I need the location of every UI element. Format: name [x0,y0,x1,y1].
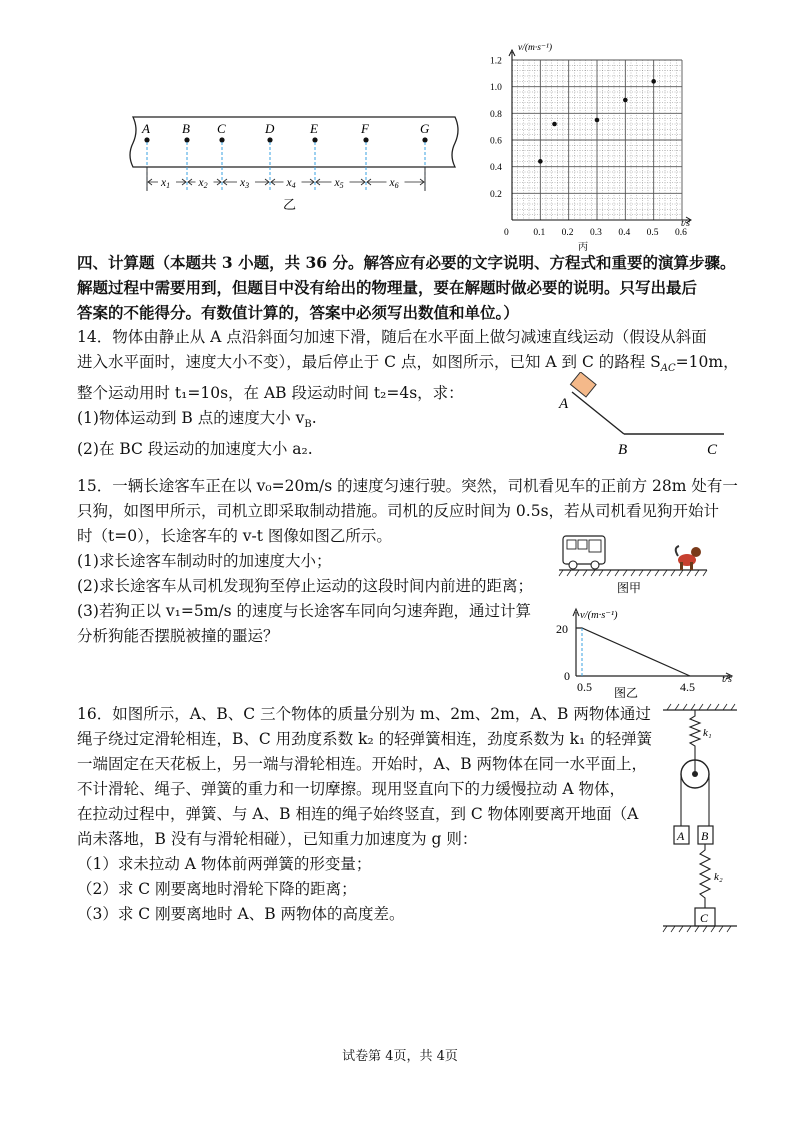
q15-line-7: 分析狗能否摆脱被撞的噩运？ [77,627,279,645]
plot-ylabel: v/(m·s⁻¹) [518,43,552,53]
bus-dog-figure [555,524,715,596]
pulley-spring-figure [655,702,745,942]
tape-point-label: C [217,121,226,136]
segment-label: x1 [161,177,171,190]
section-heading-line-1: 四、计算题（本题共 3 小题，共 36 分。解答应有必要的文字说明、方程式和重要的演算步骤。 [77,253,736,272]
page-footer: 试卷第 4页，共 4页 [342,1049,458,1064]
q16-line-2: 绳子绕过定滑轮相连，B、C 用劲度系数 k₂ 的轻弹簧相连，劲度系数为 k₁ 的轻弹簧 [77,730,653,748]
segment-label: x5 [334,177,344,190]
tape-dot [267,137,272,142]
q15-line-3: 时（t=0），长途客车的 v-t 图像如图乙所示。 [77,527,392,545]
tape-point-label: A [142,121,150,136]
label-b: B [701,829,709,843]
x-tick-label: 0.1 [533,228,546,238]
q16-line-8: （2）求 C 刚要离地时滑轮下降的距离； [77,880,357,898]
vt-scatter-plot [488,38,700,253]
plot-caption: 丙 [578,242,588,253]
q15-line-2: 只狗，如图甲所示，司机立即采取制动措施。司机的反应时间为 0.5s，若从司机看见狗开始计 [77,502,720,520]
q14-line-5: (2)在 BC 段运动的加速度大小 a₂. [77,440,313,459]
data-point [552,122,557,127]
q14-line-4: (1)物体运动到 B 点的速度大小 $v_B$. [77,409,317,431]
spring-k2 [700,844,710,908]
segment-label: x6 [389,177,399,190]
data-point [538,159,543,164]
label-c: C [700,911,709,925]
tape-dot [219,137,224,142]
dog-icon [676,546,701,570]
q14-line-1: 14．物体由静止从 A 点沿斜面匀加速下滑，随后在水平面上做匀减速直线运动（假设从斜面 [77,328,707,346]
tape-dot [184,137,189,142]
section-heading-line-2: 解题过程中需要用到，但题目中没有给出的物理量，要在解题时做必要的说明。只写出最后 [77,278,698,297]
segment-label: x4 [286,177,296,190]
data-point [651,79,656,84]
tape-point-label: E [310,121,318,136]
q15-line-6: (3)若狗正以 v₁=5m/s 的速度与长途客车同向匀速奔跑，通过计算 [77,602,532,620]
tape-point-label: F [361,121,369,136]
vt-graph-y-value: 20 [556,622,568,636]
section-heading-line-3: 答案的不能得分。有数值计算的，答案中必须写出数值和单位。） [77,303,519,322]
fig-b-caption: 图乙 [614,686,639,698]
bus-vt-graph [550,604,740,698]
fig-a-caption: 图甲 [617,581,642,595]
label-k2: k₂ [714,871,723,883]
y-tick-label: 1.2 [490,56,502,67]
data-point [623,98,628,103]
label-k1: k₁ [703,727,712,739]
tape-dot [144,137,149,142]
q14-line-3: 整个运动用时 t₁=10s，在 AB 段运动时间 t₂=4s，求： [77,384,464,403]
q16-line-5: 在拉动过程中，弹簧、与 A、B 相连的绳子始终竖直，到 C 物体刚要离开地面（A [77,805,639,823]
tape-point-label: D [265,121,275,136]
bus-velocity-line [576,628,690,676]
incline-figure [552,372,732,460]
q15-line-4: (1)求长途客车制动时的加速度大小； [77,552,332,570]
plot-xlabel: t/s [681,219,690,229]
tape-point-label: B [182,121,190,136]
x-tick-label: 0.6 [675,228,687,238]
data-point [595,118,600,123]
y-tick-label: 0.6 [490,136,502,147]
q16-line-9: （3）求 C 刚要离地时 A、B 两物体的高度差。 [77,905,405,923]
q16-line-4: 不计滑轮、绳子、弹簧的重力和一切摩擦。现用竖直向下的力缓慢拉动 A 物体， [77,780,626,798]
vt-graph-t2: 4.5 [680,680,695,694]
q15-line-1: 15．一辆长途客车正在以 v₀=20m/s 的速度匀速行驶。突然，司机看见车的正前方 28m 处有一 [77,477,738,495]
x-tick-label: 0.4 [618,228,631,238]
q16-line-6: 尚未落地，B 没有与滑轮相碰），已知重力加速度为 g 则： [77,830,478,848]
segment-label: x3 [240,177,250,190]
vt-graph-xlabel: t/s [722,674,732,685]
y-tick-label: 0.2 [490,189,502,200]
q14-line-2: 进入水平面时，速度大小不变），最后停止于 C 点，如图所示，已知 A 到 C 的路程 $S_{AC}=10m$， [77,353,739,375]
tape-dot [312,137,317,142]
tape-caption: 乙 [283,197,297,212]
incline-label-a: A [559,396,569,412]
x-tick-label: 0.3 [590,228,602,238]
incline-label-b: B [618,442,628,458]
bus-icon [563,536,605,569]
tape-figure [125,105,465,215]
tape-dot [422,137,427,142]
vt-graph-origin: 0 [564,669,570,683]
q16-line-7: （1）求未拉动 A 物体前两弹簧的形变量； [77,855,372,873]
spring-k1 [690,710,700,754]
x-tick-label: 0.2 [561,228,574,238]
vt-graph-t1: 0.5 [577,680,592,694]
plot-origin: 0 [504,228,509,238]
q16-line-3: 一端固定在天花板上，另一端与滑轮相连。开始时，A、B 两物体在同一水平面上， [77,755,648,773]
tape-point-label: G [420,121,430,136]
label-a: A [677,829,685,843]
tape-dot [363,137,368,142]
segment-label: x2 [198,177,208,190]
vt-graph-ylabel: v/(m·s⁻¹) [580,610,618,621]
q15-line-5: (2)求长途客车从司机发现狗至停止运动的这段时间内前进的距离； [77,577,533,595]
x-tick-label: 0.5 [646,228,659,238]
q16-line-1: 16．如图所示，A、B、C 三个物体的质量分别为 m、2m、2m，A、B 两物体通过 [77,705,651,723]
incline-label-c: C [707,442,718,458]
y-tick-label: 0.4 [490,163,502,174]
y-tick-label: 0.8 [490,109,502,120]
y-tick-label: 1.0 [490,83,502,94]
